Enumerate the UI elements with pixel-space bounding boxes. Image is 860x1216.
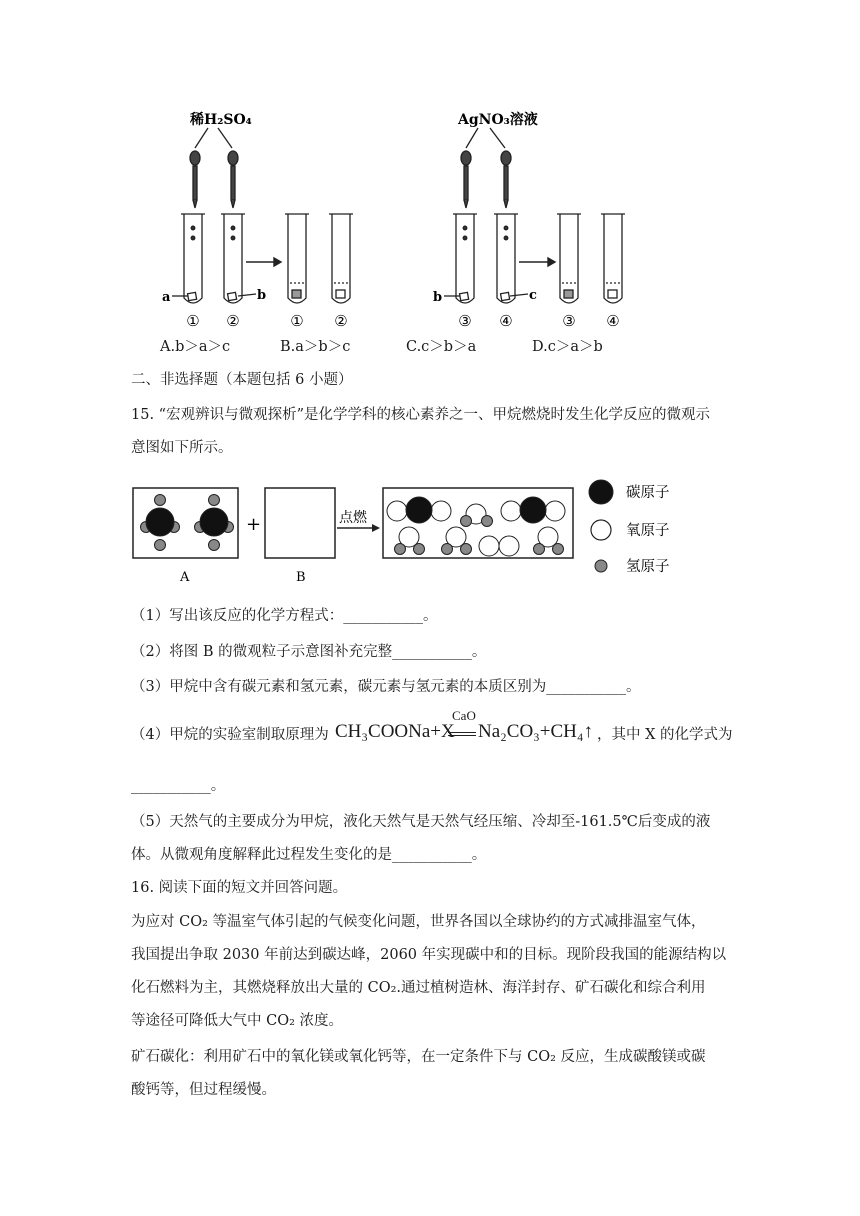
q16-para2-line: 矿石碳化：利用矿石中的氧化镁或氧化钙等，在一定条件下与 CO₂ 反应，生成碳酸镁或碳 (131, 1049, 706, 1065)
right-reagent-label: AgNO₃溶液 (458, 112, 538, 128)
q16-stem: 16. 阅读下面的短文并回答问题。 (131, 880, 348, 896)
q15-sub5-line2: 体。从微观角度解释此过程发生变化的是___________。 (131, 847, 487, 863)
q15-sub1: （1）写出该反应的化学方程式：___________。 (131, 608, 438, 624)
plus-sign: + (246, 514, 262, 535)
q15-sub3: （3）甲烷中含有碳元素和氢元素，碳元素与氢元素的本质区别为___________。 (131, 679, 641, 695)
q15-sub4-blank: ___________。 (131, 778, 226, 794)
section-title: 二、非选择题（本题包括 6 小题） (131, 372, 353, 388)
tube-number: ① (186, 312, 200, 330)
tube-number: ② (334, 312, 348, 330)
product-molecules (387, 497, 565, 556)
q15-sub2: （2）将图 B 的微观粒子示意图补充完整___________。 (131, 644, 487, 660)
metal-label-b1: b (257, 288, 267, 303)
right-droppers (461, 128, 511, 208)
metal-label-b2: b (433, 290, 443, 305)
legend-hydrogen: 氢原子 (626, 559, 670, 575)
tube-number: ④ (499, 312, 513, 330)
atom-legend (589, 480, 670, 575)
ignition-label: 点燃 (339, 510, 367, 526)
test-tube-figure (0, 0, 860, 340)
label-a: A (180, 570, 190, 585)
q16-para1-line: 我国提出争取 2030 年前达到碳达峰，2060 年实现碳中和的目标。现阶段我国的能源结构以 (131, 947, 727, 963)
option-b[interactable]: B.a＞b＞c (280, 339, 351, 355)
methane-combustion-diagram (0, 470, 860, 590)
test-tubes (172, 214, 625, 303)
tube-number: ④ (606, 312, 620, 330)
left-reagent-label: 稀H₂SO₄ (190, 112, 252, 128)
q15-stem-line1: 15. “宏观辨识与微观探析”是化学学科的核心素养之一、甲烷燃烧时发生化学反应的微观示 (131, 407, 710, 423)
q15-stem-line2: 意图如下所示。 (131, 440, 233, 456)
methane-molecule (195, 495, 234, 551)
formula-condition: CaO (452, 708, 476, 723)
legend-carbon: 碳原子 (626, 485, 670, 501)
option-a[interactable]: A.b＞a＞c (160, 339, 231, 355)
methane-molecule (141, 495, 180, 551)
label-b: B (296, 570, 306, 585)
process-arrows (246, 258, 555, 266)
q15-sub4-suffix: ，其中 X 的化学式为 (597, 727, 733, 743)
q16-para1-line: 等途径可降低大气中 CO₂ 浓度。 (131, 1013, 344, 1029)
equals-sign (448, 732, 476, 736)
tube-number: ② (226, 312, 240, 330)
tube-number: ③ (562, 312, 576, 330)
q15-sub4-prefix: （4）甲烷的实验室制取原理为 (131, 727, 329, 743)
formula-lhs: CH₃COONa+X (335, 721, 455, 742)
left-droppers (190, 128, 238, 208)
tube-number: ③ (458, 312, 472, 330)
formula-rhs: Na₂CO₃+CH₄↑ (478, 721, 594, 742)
metal-label-a: a (162, 290, 171, 305)
legend-oxygen: 氧原子 (626, 523, 670, 539)
option-c[interactable]: C.c＞b＞a (406, 339, 477, 355)
q16-para2-line: 酸钙等，但过程缓慢。 (131, 1082, 276, 1098)
q16-para1-line: 化石燃料为主，其燃烧释放出大量的 CO₂.通过植树造林、海洋封存、矿石碳化和综合利用 (131, 980, 706, 996)
q15-sub5-line1: （5）天然气的主要成分为甲烷，液化天然气是天然气经压缩、冷却至-161.5℃后变成的液 (131, 814, 711, 830)
box-b (265, 488, 335, 558)
metal-label-c: c (529, 288, 537, 303)
tube-number: ① (290, 312, 304, 330)
q16-para1-line: 为应对 CO₂ 等温室气体引起的气候变化问题，世界各国以全球协约的方式减排温室气体， (131, 914, 706, 930)
option-d[interactable]: D.c＞a＞b (532, 339, 603, 355)
